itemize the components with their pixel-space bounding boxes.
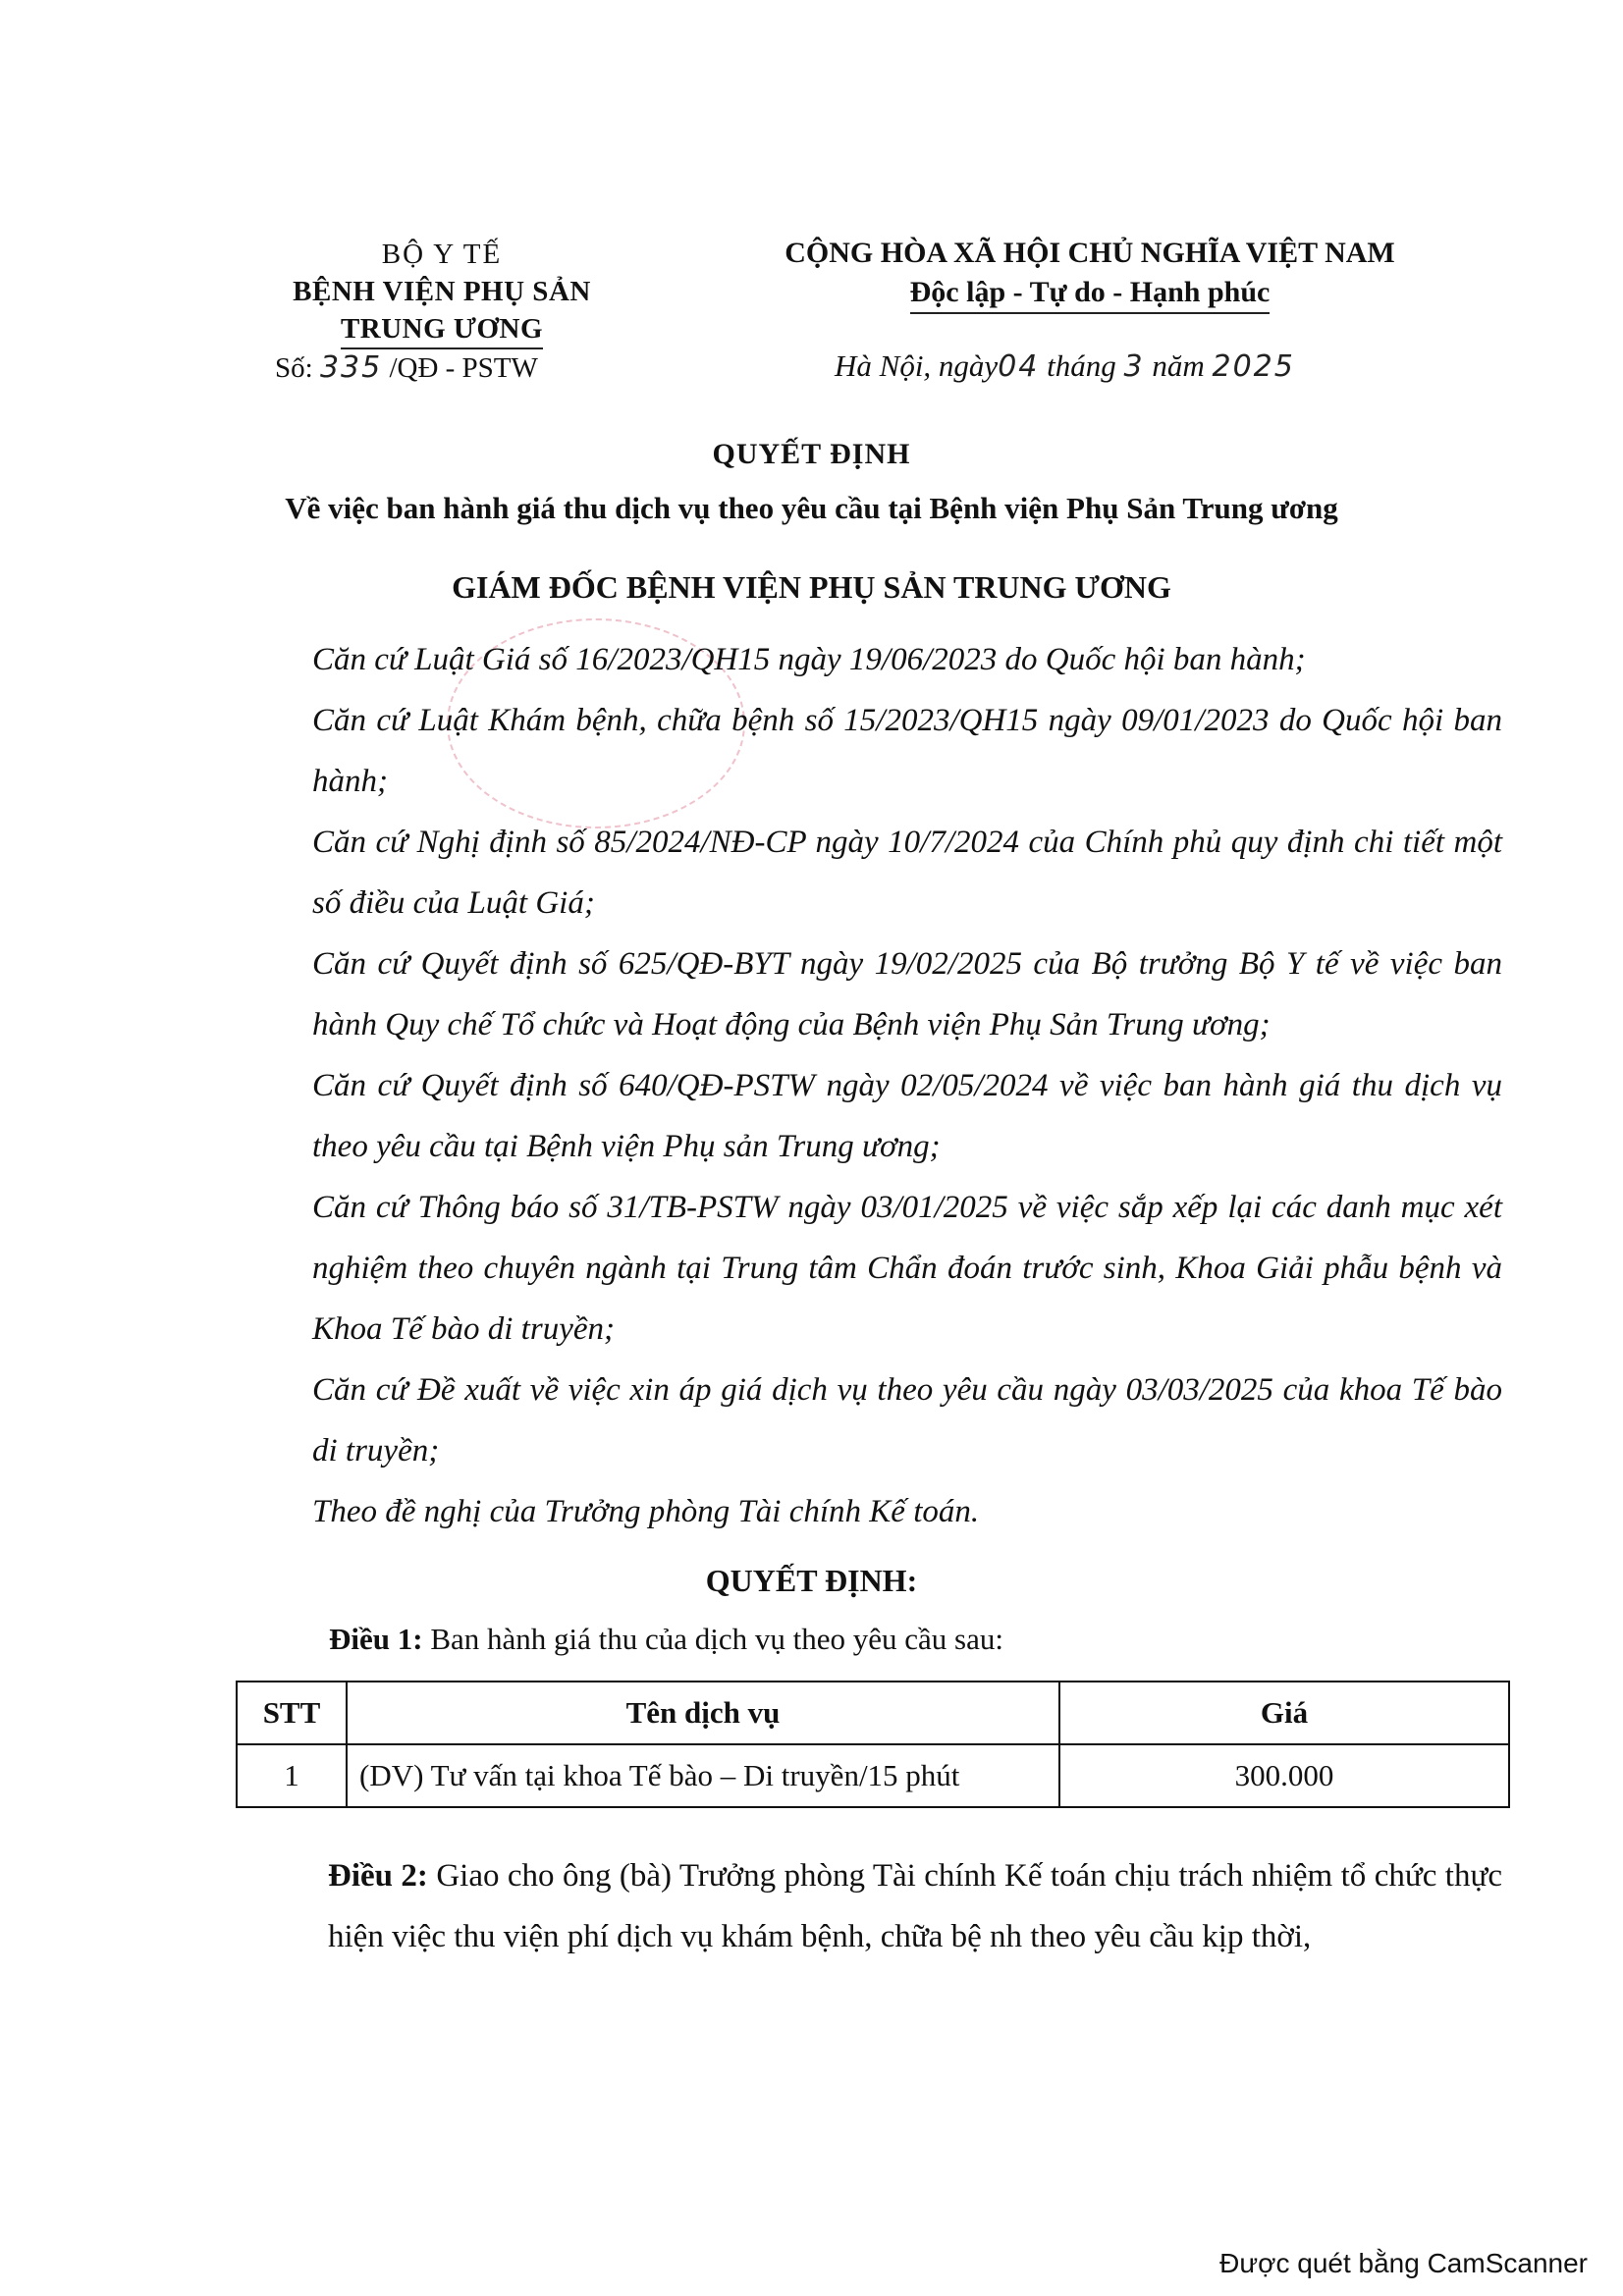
- article-2-text: Giao cho ông (bà) Trưởng phòng Tài chính Kế toán chịu trách nhiệm tổ chức thực hiện việc thu viện phí dịch vụ khám bệnh, chữa bệ nh theo yêu cầu kịp thời,: [328, 1858, 1502, 1954]
- month-handwritten: 3: [1123, 349, 1145, 384]
- table-header-row: [237, 1682, 1509, 1744]
- article-1-label: Điều 1:: [329, 1622, 423, 1656]
- place-date: [835, 348, 1295, 384]
- hospital-name-line2-text: TRUNG ƯƠNG: [341, 310, 543, 349]
- motto-line: [727, 273, 1453, 314]
- number-prefix: Số:: [275, 352, 313, 384]
- year-handwritten: 2025: [1212, 349, 1295, 384]
- cell-service-name: (DV) Tư vấn tại khoa Tế bào – Di truyền/15 phút: [347, 1744, 1059, 1807]
- scanner-watermark: Được quét bằng CamScanner: [1219, 2248, 1588, 2278]
- article-1: [329, 1622, 1003, 1657]
- table-row: [237, 1744, 1509, 1807]
- ministry-name: BỘ Y TẾ: [381, 239, 503, 270]
- decision-title: QUYẾT ĐỊNH: [712, 438, 911, 470]
- decide-heading: QUYẾT ĐỊNH:: [705, 1563, 918, 1598]
- fee-table: [236, 1681, 1510, 1808]
- basis-7: Căn cứ Đề xuất về việc xin áp giá dịch vụ theo yêu cầu ngày 03/03/2025 của khoa Tế bào di truyền;: [312, 1372, 1502, 1468]
- hospital-name-line2: [226, 310, 658, 349]
- header-stt: STT: [237, 1682, 347, 1744]
- place-date-prefix: Hà Nội, ngày: [835, 348, 999, 383]
- article-2-label: Điều 2:: [328, 1858, 428, 1894]
- number-suffix: /QĐ - PSTW: [389, 352, 538, 384]
- cell-stt: 1: [237, 1744, 347, 1807]
- basis-6: Căn cứ Thông báo số 31/TB-PSTW ngày 03/01/2025 về việc sắp xếp lại các danh mục xét nghiệm theo chuyên ngành tại Trung tâm Chẩn đoán trước sinh, Khoa Giải phẫu bệnh và Khoa Tế bào di truyền;: [312, 1190, 1502, 1347]
- nation-name: CỘNG HÒA XÃ HỘI CHỦ NGHĨA VIỆT NAM: [784, 237, 1395, 269]
- header-service-name: Tên dịch vụ: [347, 1682, 1059, 1744]
- year-label: năm: [1152, 348, 1205, 383]
- basis-5: Căn cứ Quyết định số 640/QĐ-PSTW ngày 02/05/2024 về việc ban hành giá thu dịch vụ theo yêu cầu tại Bệnh viện Phụ sản Trung ương;: [312, 1068, 1502, 1164]
- basis-3: Căn cứ Nghị định số 85/2024/NĐ-CP ngày 10/7/2024 của Chính phủ quy định chi tiết một số điều của Luật Giá;: [312, 825, 1502, 921]
- header-price: Giá: [1059, 1682, 1509, 1744]
- day-handwritten: 04: [998, 349, 1040, 384]
- article-2: [236, 1845, 1502, 1967]
- basis-8: Theo đề nghị của Trưởng phòng Tài chính Kế toán.: [312, 1494, 980, 1529]
- authority-title: GIÁM ĐỐC BỆNH VIỆN PHỤ SẢN TRUNG ƯƠNG: [452, 569, 1171, 605]
- motto: Độc lập - Tự do - Hạnh phúc: [910, 273, 1271, 314]
- issuer-block: [226, 236, 658, 387]
- basis-4: Căn cứ Quyết định số 625/QĐ-BYT ngày 19/02/2025 của Bộ trưởng Bộ Y tế về việc ban hành Quy chế Tổ chức và Hoạt động của Bệnh viện Phụ Sản Trung ương;: [312, 946, 1502, 1042]
- hospital-name-line1: BỆNH VIỆN PHỤ SẢN: [293, 276, 591, 307]
- number-handwritten: 335: [319, 350, 383, 385]
- basis-2: Căn cứ Luật Khám bệnh, chữa bệnh số 15/2023/QH15 ngày 09/01/2023 do Quốc hội ban hành;: [312, 703, 1502, 799]
- cell-price: 300.000: [1059, 1744, 1509, 1807]
- nation-block: [727, 234, 1453, 314]
- month-label: tháng: [1047, 348, 1116, 383]
- basis-1: Căn cứ Luật Giá số 16/2023/QH15 ngày 19/06/2023 do Quốc hội ban hành;: [312, 642, 1306, 677]
- document-number: [226, 349, 658, 387]
- decision-subject: Về việc ban hành giá thu dịch vụ theo yêu cầu tại Bệnh viện Phụ Sản Trung ương: [285, 491, 1338, 525]
- article-1-text: Ban hành giá thu của dịch vụ theo yêu cầu sau:: [430, 1622, 1003, 1656]
